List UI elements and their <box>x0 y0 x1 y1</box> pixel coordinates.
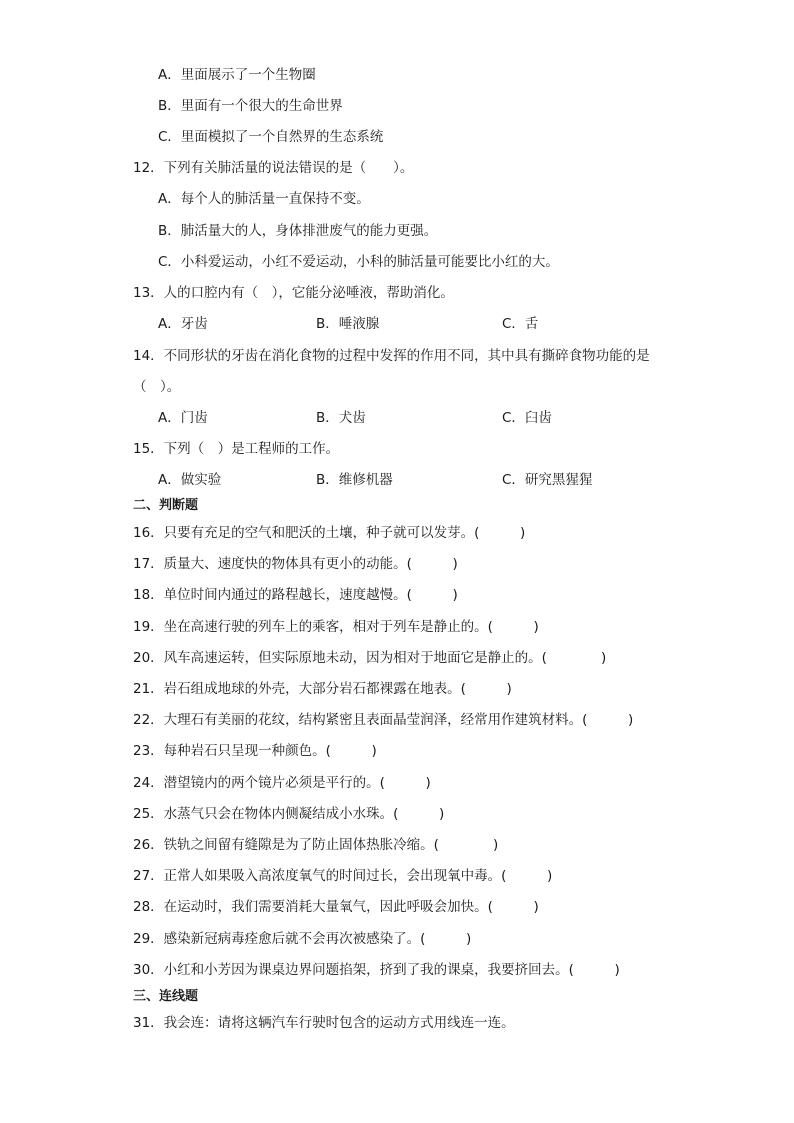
q15-option-c: C．研究黑猩猩 <box>502 472 593 488</box>
section-heading-matching: 三、连线题 <box>133 989 199 1004</box>
judgment-16: 16．只要有充足的空气和肥沃的土壤，种子就可以发芽。( ) <box>133 525 526 541</box>
q31-stem: 31．我会连：请将这辆汽车行驶时包含的运动方式用线连一连。 <box>133 1015 515 1031</box>
q12-option-a: A．每个人的肺活量一直保持不变。 <box>158 191 370 207</box>
q14-stem-line2: （ ）。 <box>133 379 181 395</box>
judgment-25: 25．水蒸气只会在物体内侧凝结成小水珠。( ) <box>133 806 445 822</box>
q15-option-b: B．维修机器 <box>316 472 393 488</box>
q15-option-a: A．做实验 <box>158 472 222 488</box>
q14-option-a: A．门齿 <box>158 410 208 426</box>
judgment-18: 18．单位时间内通过的路程越长，速度越慢。( ) <box>133 587 458 603</box>
q11-option-b: B．里面有一个很大的生命世界 <box>158 98 343 114</box>
judgment-24: 24．潜望镜内的两个镜片必须是平行的。( ) <box>133 775 431 791</box>
judgment-29: 29．感染新冠病毒痊愈后就不会再次被感染了。( ) <box>133 931 472 947</box>
judgment-21: 21．岩石组成地球的外壳，大部分岩石都裸露在地表。( ) <box>133 681 512 697</box>
q11-option-c: C．里面模拟了一个自然界的生态系统 <box>158 129 384 145</box>
q12-stem: 12．下列有关肺活量的说法错误的是（ ）。 <box>133 160 414 176</box>
judgment-26: 26．铁轨之间留有缝隙是为了防止固体热胀冷缩。( ) <box>133 837 499 853</box>
q13-option-c: C．舌 <box>502 316 539 332</box>
judgment-23: 23．每种岩石只呈现一种颜色。( ) <box>133 743 377 759</box>
q12-option-c: C．小科爱运动，小红不爱运动，小科的肺活量可能要比小红的大。 <box>158 254 559 270</box>
q12-option-b: B．肺活量大的人，身体排泄废气的能力更强。 <box>158 223 438 239</box>
q13-stem: 13．人的口腔内有（ ），它能分泌唾液，帮助消化。 <box>133 285 454 301</box>
judgment-20: 20．风车高速运转，但实际原地未动，因为相对于地面它是静止的。( ) <box>133 650 607 666</box>
section-heading-judgment: 二、判断题 <box>133 498 199 513</box>
judgment-22: 22．大理石有美丽的花纹，结构紧密且表面晶莹润泽，经常用作建筑材料。( ) <box>133 712 634 728</box>
judgment-27: 27．正常人如果吸入高浓度氧气的时间过长，会出现氧中毒。( ) <box>133 868 553 884</box>
q14-option-b: B．犬齿 <box>316 410 366 426</box>
judgment-17: 17．质量大、速度快的物体具有更小的动能。( ) <box>133 556 458 572</box>
q13-option-b: B．唾液腺 <box>316 316 380 332</box>
q15-stem: 15．下列（ ）是工程师的工作。 <box>133 441 340 457</box>
q13-option-a: A．牙齿 <box>158 316 208 332</box>
q11-option-a: A．里面展示了一个生物圈 <box>158 67 316 83</box>
judgment-28: 28．在运动时，我们需要消耗大量氧气，因此呼吸会加快。( ) <box>133 899 539 915</box>
q14-stem-line1: 14．不同形状的牙齿在消化食物的过程中发挥的作用不同，其中具有撕碎食物功能的是 <box>133 348 650 364</box>
q14-option-c: C．臼齿 <box>502 410 552 426</box>
judgment-19: 19．坐在高速行驶的列车上的乘客，相对于列车是静止的。( ) <box>133 619 539 635</box>
judgment-30: 30．小红和小芳因为课桌边界问题掐架，挤到了我的课桌，我要挤回去。( ) <box>133 962 620 978</box>
